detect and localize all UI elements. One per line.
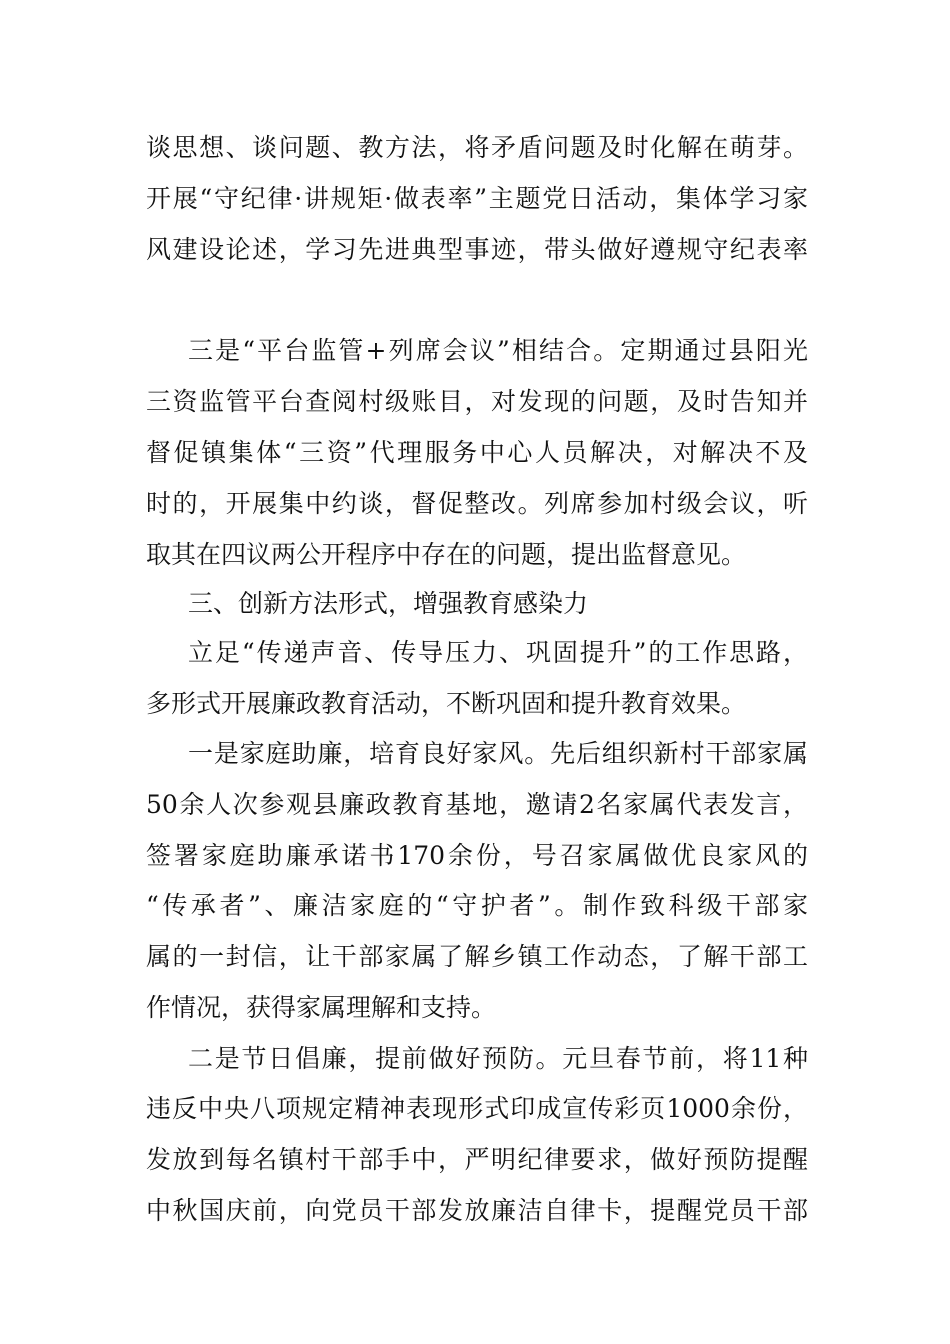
text-line-12: 一是家庭助廉，培育良好家风。先后组织新村干部家属	[188, 739, 808, 768]
text-line-21: 中秋国庆前，向党员干部发放廉洁自律卡，提醒党员干部	[146, 1196, 808, 1225]
text-line-2: 开展“守纪律·讲规矩·做表率”主题党日活动，集体学习家	[146, 184, 808, 213]
text-line-11: 多形式开展廉政教育活动，不断巩固和提升教育效果。	[146, 689, 747, 718]
text-line-13: 50余人次参观县廉政教育基地，邀请2名家属代表发言，	[146, 790, 808, 819]
text-line-3: 风建设论述，学习先进典型事迹，带头做好遵规守纪表率	[146, 235, 808, 264]
text-line-5: 三资监管平台查阅村级账目，对发现的问题，及时告知并	[146, 387, 808, 416]
text-line-10: 立足“传递声音、传导压力、巩固提升”的工作思路，	[188, 638, 808, 667]
text-line-14: 签署家庭助廉承诺书170余份，号召家属做优良家风的	[146, 841, 808, 870]
text-line-18: 二是节日倡廉，提前做好预防。元旦春节前，将11种	[188, 1044, 808, 1073]
text-line-6: 督促镇集体“三资”代理服务中心人员解决，对解决不及	[146, 438, 808, 467]
text-line-16: 属的一封信，让干部家属了解乡镇工作动态，了解干部工	[146, 942, 808, 971]
text-line-1: 谈思想、谈问题、教方法，将矛盾问题及时化解在萌芽。	[146, 133, 808, 162]
text-line-7: 时的，开展集中约谈，督促整改。列席参加村级会议，听	[146, 489, 808, 518]
text-line-8: 取其在四议两公开程序中存在的问题，提出监督意见。	[146, 540, 747, 569]
text-line-20: 发放到每名镇村干部手中，严明纪律要求，做好预防提醒	[146, 1145, 808, 1174]
text-line-4: 三是“平台监管+列席会议”相结合。定期通过县阳光	[188, 336, 808, 365]
text-line-15: “传承者”、廉洁家庭的“守护者”。制作致科级干部家	[146, 891, 808, 920]
text-line-17: 作情况，获得家属理解和支持。	[146, 993, 497, 1022]
section-heading: 三、创新方法形式，增强教育感染力	[188, 589, 589, 618]
text-line-19: 违反中央八项规定精神表现形式印成宣传彩页1000余份，	[146, 1094, 808, 1123]
